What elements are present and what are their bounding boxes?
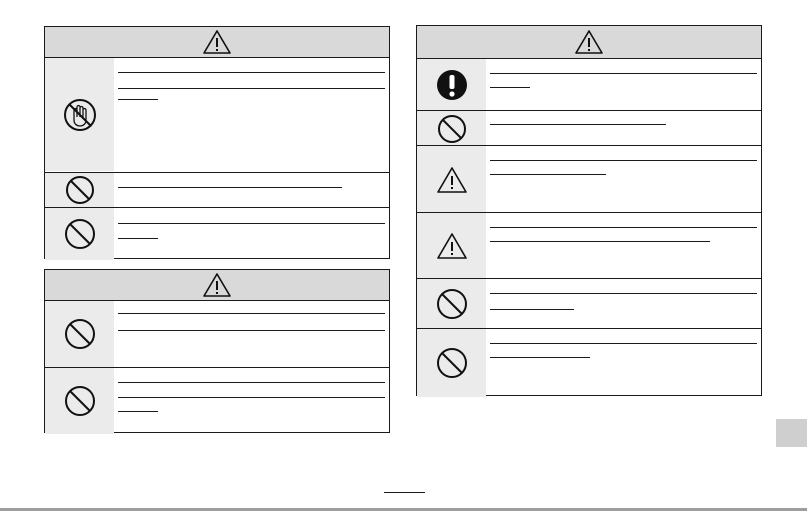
prohibition-icon	[65, 175, 95, 205]
panel-header	[45, 27, 389, 58]
text-line	[490, 343, 757, 344]
text-line	[490, 309, 574, 310]
text-line	[118, 99, 158, 100]
warning-row	[45, 301, 389, 367]
text-line	[118, 397, 385, 398]
text-line	[490, 73, 757, 74]
warning-triangle-icon	[436, 166, 468, 194]
text-line	[490, 241, 710, 242]
mandatory-exclamation-icon	[436, 69, 468, 101]
panel-header	[417, 26, 761, 59]
text-line	[118, 411, 158, 412]
warning-row	[45, 367, 389, 434]
warning-row	[45, 58, 389, 171]
page-number-rule	[384, 492, 425, 493]
warning-row	[417, 278, 761, 329]
text-line	[490, 174, 606, 175]
text-line	[490, 357, 590, 358]
text-line	[118, 187, 342, 188]
text-line	[118, 88, 385, 89]
prohibition-icon	[436, 347, 468, 379]
prohibition-icon	[437, 114, 467, 144]
section-tab	[776, 419, 807, 447]
prohibition-icon	[64, 385, 96, 417]
warning-row	[417, 59, 761, 110]
prohibition-icon	[64, 218, 96, 250]
warning-triangle-icon	[436, 232, 468, 260]
text-line	[118, 223, 385, 224]
text-line	[118, 330, 385, 331]
panel-header	[45, 270, 389, 301]
text-line	[118, 238, 158, 239]
text-line	[490, 124, 666, 125]
warning-panel-right	[416, 25, 762, 396]
text-line	[118, 72, 385, 73]
text-line	[490, 227, 757, 228]
warning-row	[417, 110, 761, 146]
text-line	[118, 382, 385, 383]
warning-triangle-icon	[574, 29, 604, 55]
warning-panel-left-lower	[44, 269, 390, 433]
warning-row	[45, 172, 389, 207]
prohibition-icon	[436, 288, 468, 320]
warning-triangle-icon	[202, 272, 232, 298]
text-line	[490, 87, 530, 88]
text-line	[490, 293, 757, 294]
warning-row	[417, 328, 761, 397]
warning-row	[417, 145, 761, 213]
warning-row	[45, 207, 389, 260]
warning-triangle-icon	[202, 29, 232, 55]
warning-row	[417, 212, 761, 279]
text-line	[490, 160, 757, 161]
no-touch-hand-icon	[62, 97, 98, 133]
prohibition-icon	[64, 318, 96, 350]
warning-panel-left-upper	[44, 26, 390, 259]
text-line	[118, 313, 385, 314]
